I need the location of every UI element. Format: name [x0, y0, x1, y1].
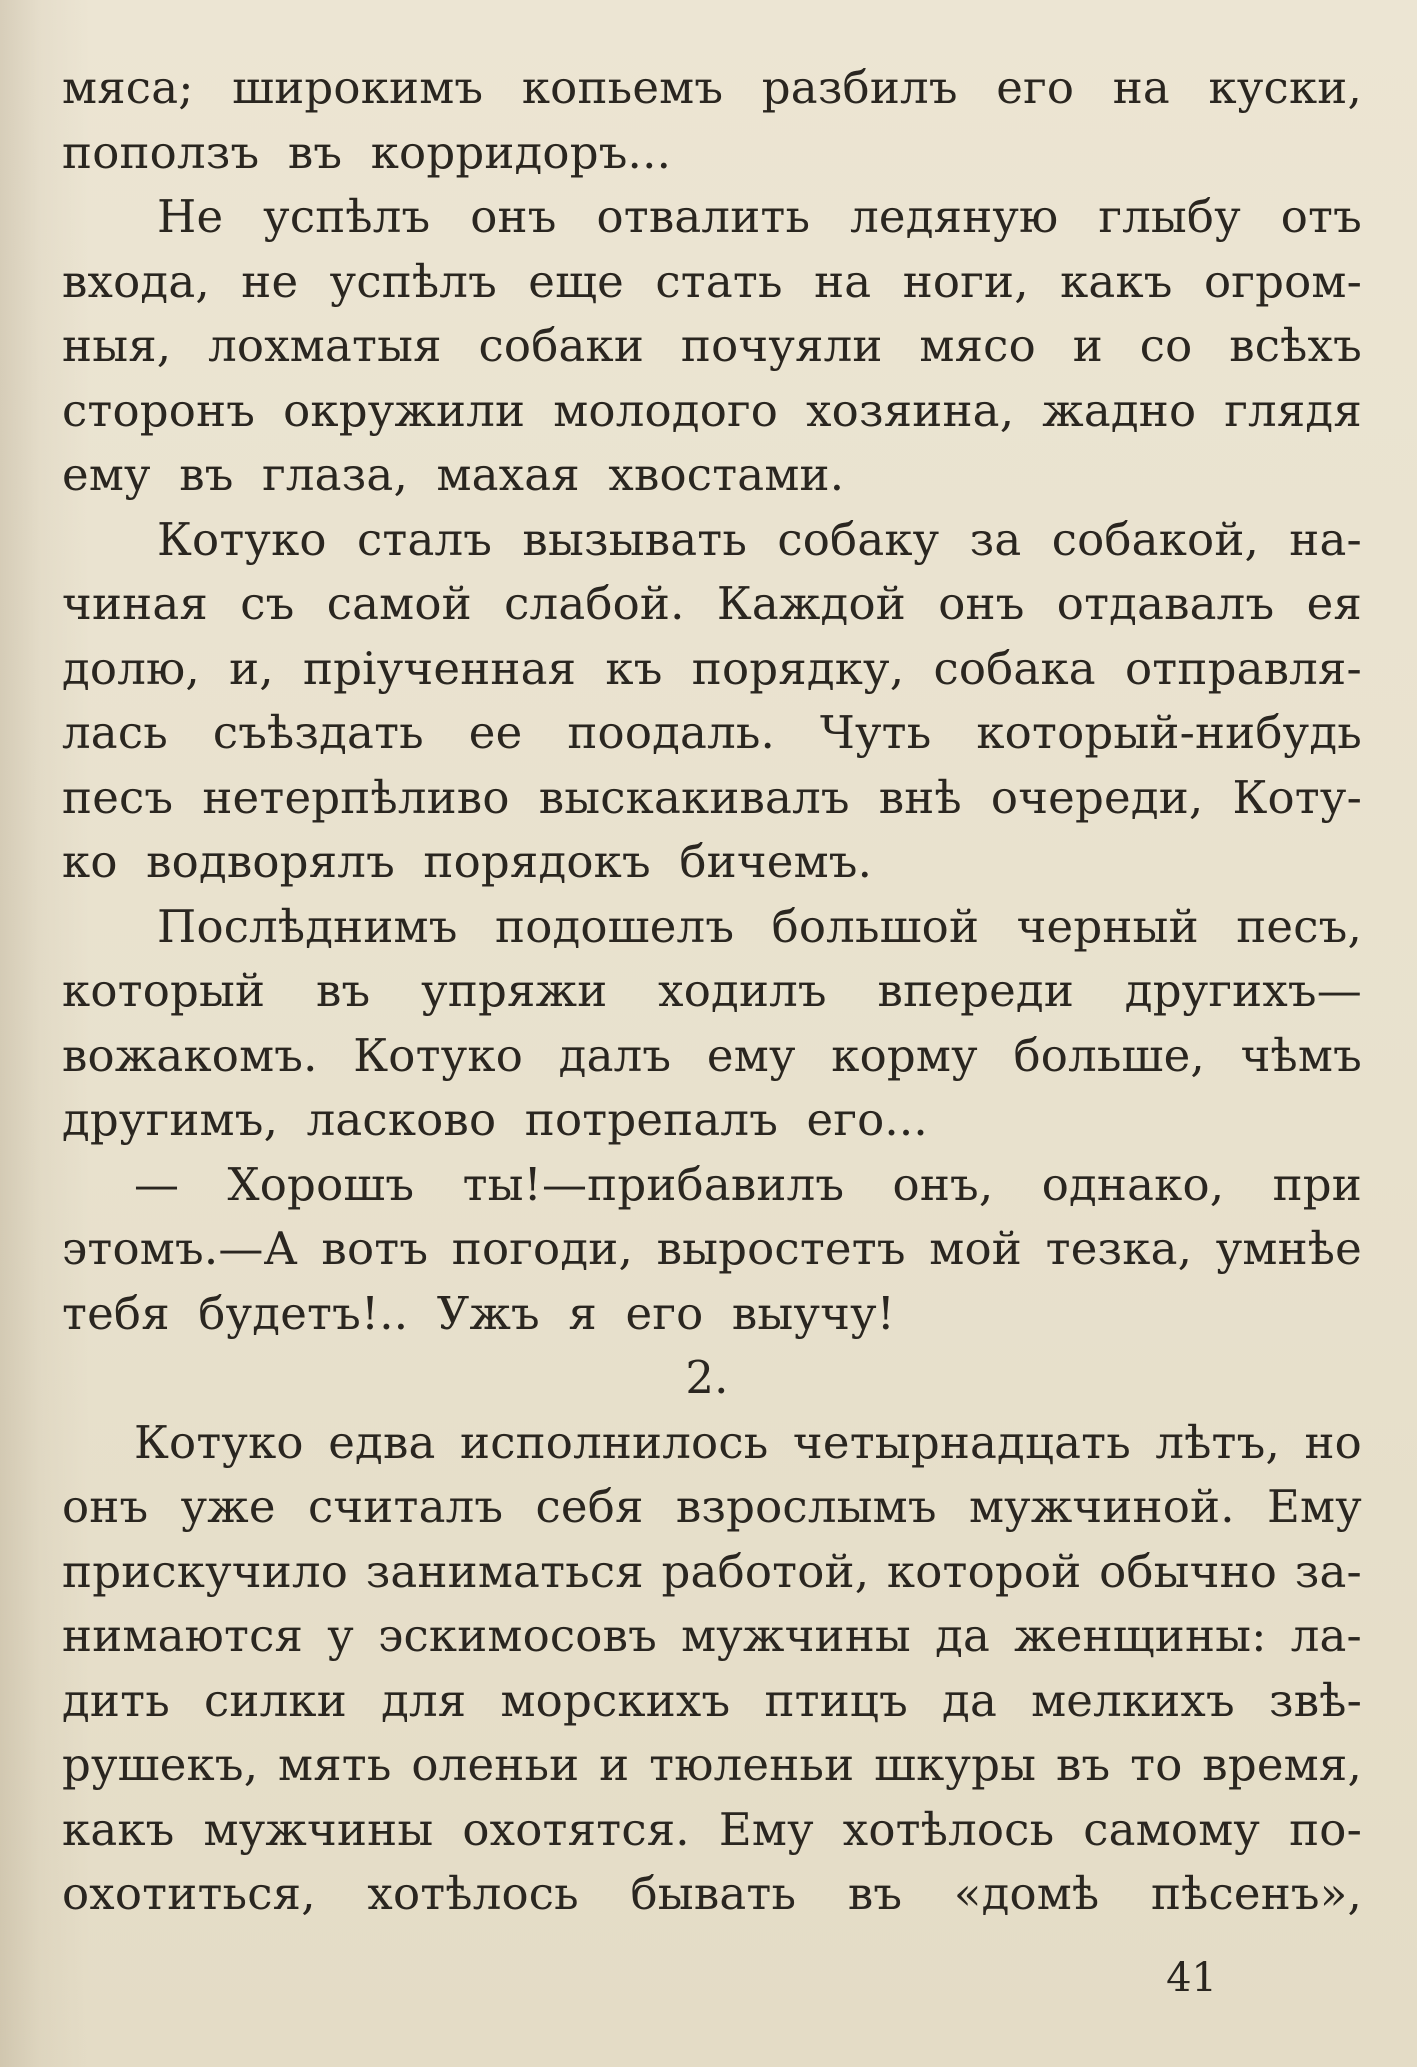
word: молодого [553, 383, 779, 437]
word: — [134, 1157, 180, 1211]
word: отдавалъ [1056, 577, 1275, 630]
word: корму [831, 1028, 978, 1082]
text-line [62, 959, 1362, 1024]
word: отвалить [596, 190, 811, 243]
text-line [62, 1604, 1362, 1669]
word: огром- [1204, 254, 1362, 308]
word: ему [706, 1028, 796, 1082]
word: исполнилось [460, 1415, 769, 1469]
word: отправля- [1125, 641, 1362, 695]
word: себя [535, 1480, 644, 1533]
word: пріученная [302, 641, 577, 695]
word: да [942, 1673, 997, 1727]
word: едва [328, 1415, 436, 1469]
word: тезка, [1045, 1222, 1193, 1275]
word: охотиться, [62, 1867, 316, 1920]
word: собака [933, 641, 1096, 695]
word: Ему [718, 1802, 814, 1856]
word: лѣтъ, [1155, 1415, 1280, 1469]
word: ныя, [62, 319, 172, 372]
word: больше, [1013, 1028, 1205, 1082]
word: песъ [62, 770, 174, 824]
word: нимаются [62, 1609, 304, 1662]
word: на- [1289, 512, 1362, 566]
word: мясо [919, 319, 1036, 372]
word: выскакивалъ [538, 770, 850, 824]
word: упряжи [421, 964, 608, 1017]
word: внѣ [878, 770, 962, 824]
word: охотятся. [462, 1802, 690, 1856]
word: ледяную [850, 190, 1059, 243]
word: самому [1083, 1802, 1261, 1856]
word: эскимосовъ [378, 1609, 657, 1662]
word: куски, [1208, 61, 1362, 114]
word: порядку, [691, 641, 905, 695]
word: время, [1202, 1738, 1362, 1791]
word: входа, [62, 254, 210, 308]
word: считалъ [307, 1480, 504, 1533]
word: лохматыя [208, 319, 442, 372]
word: слабой. [504, 577, 685, 630]
word: успѣлъ [329, 254, 497, 308]
word: да [935, 1609, 990, 1662]
word: долю, [62, 641, 200, 695]
word: собаки [478, 319, 645, 372]
word: за- [1294, 1544, 1362, 1598]
word: какъ [1060, 254, 1173, 308]
text-line [62, 895, 1362, 960]
text-line [62, 572, 1362, 637]
section-number: 2. [685, 1351, 729, 1404]
word: почуяли [680, 319, 883, 372]
word: жадно [1042, 383, 1197, 437]
word: сторонъ [62, 383, 256, 437]
word: который-нибудь [976, 706, 1362, 759]
word: глыбу [1098, 190, 1241, 243]
word: впереди [877, 964, 1075, 1017]
word: ходилъ [658, 964, 827, 1017]
word: въ [847, 1867, 903, 1920]
word: Послѣднимъ [157, 899, 458, 953]
page-text [62, 56, 1362, 1927]
word: окружили [283, 383, 526, 437]
word: оленьи [411, 1738, 580, 1791]
text-line [62, 701, 1362, 766]
word: со [1139, 319, 1193, 372]
word: Коту- [1232, 770, 1362, 824]
word: ноги, [902, 254, 1029, 308]
word: отъ [1280, 190, 1362, 243]
word: успѣлъ [263, 190, 431, 243]
word: лась [62, 706, 168, 759]
word: очереди, [990, 770, 1204, 824]
word: Хорошъ [227, 1157, 415, 1211]
word: Котуко [353, 1028, 523, 1082]
word: широкимъ [232, 61, 484, 114]
text-line: другимъ, ласково потрепалъ его... [62, 1093, 928, 1146]
word: съ [240, 577, 295, 630]
word: ея [1306, 577, 1362, 630]
word: взрослымъ [675, 1480, 937, 1533]
word: но [1304, 1415, 1362, 1469]
word: Котуко [134, 1415, 304, 1469]
word: не [241, 254, 299, 308]
word: онъ [938, 577, 1025, 630]
word: хозяина, [806, 383, 1015, 437]
word: къ [605, 641, 663, 695]
word: птицъ [764, 1673, 908, 1727]
word: въ [1055, 1738, 1111, 1791]
word: погоди, [451, 1222, 633, 1275]
text-line [62, 508, 1362, 573]
word: ее [468, 706, 523, 759]
text-line [62, 1217, 1362, 1282]
text-line [62, 314, 1362, 379]
word: по- [1289, 1802, 1362, 1856]
word: копьемъ [521, 61, 724, 114]
word: черный [1016, 899, 1199, 953]
word: сталъ [356, 512, 493, 566]
word: при [1272, 1157, 1362, 1211]
word: заниматься [365, 1544, 644, 1598]
word: стать [655, 254, 783, 308]
word: женщины: [1014, 1609, 1267, 1662]
word: поодаль. [567, 706, 776, 759]
word: на [814, 254, 872, 308]
word: пѣсенъ», [1150, 1867, 1362, 1920]
word: собаку [777, 512, 940, 566]
text-line: ко водворялъ порядокъ бичемъ. [62, 835, 873, 888]
word: мой [929, 1222, 1022, 1275]
word: мяса; [62, 61, 194, 114]
word: мужчиной. [968, 1480, 1235, 1533]
text-line: тебя будетъ!.. Ужъ я его выучу! [62, 1286, 896, 1340]
word: съѣздать [212, 706, 424, 759]
text-line [62, 379, 1362, 444]
word: четырнадцать [792, 1415, 1131, 1469]
word: онъ [470, 190, 557, 243]
word: то [1130, 1738, 1183, 1791]
word: собакой, [1051, 512, 1260, 566]
text-line [62, 250, 1362, 315]
word: мять [278, 1738, 392, 1791]
word: Ему [1267, 1480, 1362, 1533]
word: большой [771, 899, 980, 953]
word: песъ, [1236, 899, 1362, 953]
text-line [62, 1024, 1362, 1089]
word: дить [62, 1673, 170, 1727]
word: нетерпѣливо [202, 770, 510, 824]
text-line [62, 1733, 1362, 1798]
word: самой [326, 577, 472, 630]
word: онъ, [892, 1157, 994, 1211]
word: и [599, 1738, 630, 1791]
word: на [1112, 61, 1170, 114]
word: морскихъ [500, 1673, 731, 1727]
word: силки [204, 1673, 347, 1727]
page-number: 41 [1166, 1955, 1217, 2001]
word: уже [180, 1480, 276, 1533]
word: «домѣ [953, 1867, 1100, 1920]
word: рушекъ, [62, 1738, 259, 1791]
text-line: ему въ глаза, махая хвостами. [62, 448, 845, 501]
word: шкуры [874, 1738, 1037, 1791]
word: Не [157, 190, 224, 243]
word: мужчины [203, 1802, 434, 1856]
word: бывать [630, 1867, 797, 1920]
word: вотъ [321, 1222, 429, 1275]
word: Чуть [819, 706, 932, 759]
word: за [969, 512, 1022, 566]
word: вызывать [522, 512, 748, 566]
text-line [62, 637, 1362, 702]
word: для [381, 1673, 467, 1727]
text-line [62, 766, 1362, 831]
word: другихъ— [1124, 964, 1362, 1017]
word: умнѣе [1215, 1222, 1362, 1275]
word: работой, [661, 1544, 870, 1598]
text-line [62, 1411, 1362, 1476]
word: мелкихъ [1031, 1673, 1235, 1727]
word: разбилъ [761, 61, 958, 114]
text-line [62, 56, 1362, 121]
word: онъ [62, 1480, 149, 1533]
word: вожакомъ. [62, 1028, 318, 1082]
text-line [62, 1669, 1362, 1734]
word: и [1072, 319, 1103, 372]
word: какъ [62, 1802, 175, 1856]
word: далъ [558, 1028, 672, 1082]
word: чѣмъ [1240, 1028, 1362, 1082]
word: выростетъ [656, 1222, 906, 1275]
word: звѣ- [1268, 1673, 1362, 1727]
word: подошелъ [495, 899, 735, 953]
text-line [62, 1153, 1362, 1218]
word: тюленьи [649, 1738, 855, 1791]
word: которой [886, 1544, 1082, 1598]
word: его [996, 61, 1075, 114]
text-line [62, 1798, 1362, 1863]
word: однако, [1041, 1157, 1225, 1211]
word: чиная [62, 577, 208, 630]
word: мужчины [681, 1609, 911, 1662]
text-line [62, 1475, 1362, 1540]
word: этомъ.—А [62, 1222, 298, 1275]
word: ла- [1290, 1609, 1362, 1662]
word: хотѣлось [367, 1867, 579, 1920]
word: глядя [1224, 383, 1362, 437]
word: ты!—прибавилъ [462, 1157, 845, 1211]
word: который [62, 964, 266, 1017]
text-line [62, 1862, 1362, 1927]
word: обычно [1099, 1544, 1278, 1598]
text-line [62, 1540, 1362, 1605]
word: Каждой [716, 577, 906, 630]
text-line [62, 185, 1362, 250]
word: прискучило [62, 1544, 349, 1598]
word: и, [229, 641, 274, 695]
word: Котуко [157, 512, 327, 566]
word: всѣхъ [1229, 319, 1362, 372]
word: у [327, 1609, 354, 1662]
text-line: поползъ въ корридоръ... [62, 125, 672, 179]
word: хотѣлось [842, 1802, 1055, 1856]
word: въ [316, 964, 371, 1017]
word: еще [528, 254, 624, 308]
